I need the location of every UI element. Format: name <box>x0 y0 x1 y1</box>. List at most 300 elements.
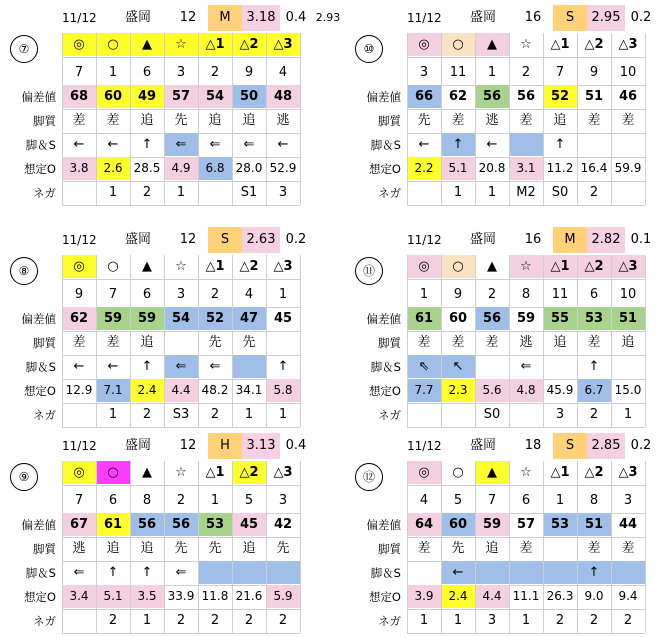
cell-arrows <box>543 561 577 584</box>
col-line <box>164 255 165 427</box>
row-horses <box>345 283 665 307</box>
cell-dev: 53 <box>543 513 577 536</box>
race-number: ⑪ <box>355 257 383 285</box>
cell-nega <box>441 403 475 426</box>
cell-arrows: ⇖ <box>407 355 441 378</box>
cell-horses: 6 <box>589 287 599 302</box>
header-val2: 0.1 <box>630 232 652 247</box>
header-venue: 盛岡 <box>469 232 496 247</box>
row-label: 脚＆S <box>370 566 401 580</box>
col-line <box>543 461 544 633</box>
col-line <box>509 255 510 427</box>
col-line <box>164 33 165 205</box>
row-arrows <box>0 133 320 157</box>
row-label: 想定O <box>368 590 401 604</box>
cell-horses: 4 <box>244 287 254 302</box>
race-header <box>60 227 380 253</box>
cell-style: 追 <box>208 113 222 128</box>
cell-marks: △3 <box>273 259 293 274</box>
row-odds <box>345 157 665 181</box>
cell-dev: 53 <box>577 307 611 330</box>
cell-arrows: ← <box>107 137 119 152</box>
cell-nega: 2 <box>589 185 599 200</box>
header-heads: 12 <box>179 438 197 453</box>
cell-arrows: ⇐ <box>209 137 221 152</box>
cell-style: 追 <box>140 335 154 350</box>
header-heads: 18 <box>524 438 542 453</box>
cell-style: 追 <box>485 541 499 556</box>
cell-style: 先 <box>174 541 188 556</box>
row-odds <box>0 379 320 403</box>
row-label: 脚＆S <box>370 138 401 152</box>
row-label: ネガ <box>33 408 56 422</box>
cell-style: 先 <box>276 541 290 556</box>
cell-odds: 5.1 <box>441 157 475 180</box>
cell-nega: S3 <box>172 407 190 422</box>
row-label: 脚質 <box>33 336 56 350</box>
col-line <box>543 33 544 205</box>
row-horses <box>0 283 320 307</box>
cell-horses: 11 <box>449 65 467 80</box>
cell-marks: ☆ <box>520 37 532 52</box>
row-arrows <box>345 133 665 157</box>
cell-style: 追 <box>106 541 120 556</box>
cell-style: 先 <box>174 113 188 128</box>
row-label: 想定O <box>368 162 401 176</box>
cell-odds: 3.5 <box>130 585 164 608</box>
row-label: ネガ <box>378 614 401 628</box>
cell-odds: 12.9 <box>65 383 93 397</box>
row-separator <box>407 57 645 58</box>
cell-dev: 56 <box>475 307 509 330</box>
col-line <box>543 255 544 427</box>
cell-odds: 34.1 <box>235 383 263 397</box>
cell-odds: 28.0 <box>235 161 263 175</box>
cell-dev: 45 <box>273 311 293 326</box>
cell-dev: 49 <box>130 85 164 108</box>
header-val2: 0.2 <box>630 10 652 25</box>
cell-arrows: ⇐ <box>175 565 187 580</box>
col-line <box>441 255 442 427</box>
header-heads: 16 <box>524 10 542 25</box>
row-label: 偏差値 <box>366 90 401 104</box>
header-val1: 3.13 <box>242 433 280 459</box>
cell-dev: 62 <box>62 307 96 330</box>
cell-style: 差 <box>621 541 635 556</box>
header-val1: 3.18 <box>242 5 280 31</box>
row-separator <box>407 205 645 206</box>
cell-odds: 21.6 <box>235 589 263 603</box>
cell-dev: 57 <box>164 85 198 108</box>
cell-odds: 11.2 <box>546 161 574 175</box>
cell-marks: ▲ <box>475 461 509 484</box>
row-separator <box>62 205 300 206</box>
row-dev <box>345 513 665 537</box>
cell-odds: 2.4 <box>130 379 164 402</box>
col-line <box>266 33 267 205</box>
cell-style <box>164 331 198 354</box>
col-line <box>96 461 97 633</box>
cell-style: 追 <box>242 541 256 556</box>
col-line <box>407 33 408 205</box>
row-dev <box>0 85 320 109</box>
header-val2: 0.4 <box>285 10 307 25</box>
cell-style: 先 <box>208 541 222 556</box>
cell-style <box>543 537 577 560</box>
row-label: 想定O <box>23 590 56 604</box>
cell-marks: ▲ <box>475 33 509 56</box>
col-line <box>266 255 267 427</box>
header-venue: 盛岡 <box>469 10 496 25</box>
cell-nega <box>198 181 232 204</box>
cell-arrows: ↑ <box>441 133 475 156</box>
header-val1: 2.63 <box>242 227 280 253</box>
row-arrows <box>345 355 665 379</box>
cell-odds: 3.8 <box>62 157 96 180</box>
col-line <box>62 33 63 205</box>
row-label: 想定O <box>23 162 56 176</box>
cell-arrows <box>509 133 543 156</box>
cell-marks: ▲ <box>487 259 497 274</box>
race-number: ⑨ <box>10 463 38 491</box>
row-separator <box>407 427 645 428</box>
cell-nega: 3 <box>555 407 565 422</box>
row-horses <box>345 489 665 513</box>
col-line <box>130 255 131 427</box>
row-odds <box>345 379 665 403</box>
row-style <box>0 537 320 561</box>
row-label: 偏差値 <box>21 312 56 326</box>
col-line <box>407 461 408 633</box>
cell-marks: △2 <box>232 33 266 56</box>
cell-odds: 16.4 <box>580 161 608 175</box>
cell-arrows: ⇐ <box>164 133 198 156</box>
cell-nega <box>509 403 543 426</box>
cell-dev: 45 <box>232 513 266 536</box>
col-line <box>577 255 578 427</box>
row-marks <box>0 255 320 279</box>
cell-horses: 10 <box>619 287 637 302</box>
row-dev <box>0 307 320 331</box>
cell-dev: 42 <box>273 517 293 532</box>
header-type: H <box>208 433 242 459</box>
cell-style: 差 <box>451 113 465 128</box>
cell-dev: 59 <box>475 513 509 536</box>
cell-arrows <box>611 355 645 378</box>
cell-odds: 5.9 <box>266 585 300 608</box>
cell-style: 差 <box>519 541 533 556</box>
cell-arrows: ← <box>486 137 498 152</box>
cell-dev: 61 <box>96 513 130 536</box>
header-val2: 0.4 <box>285 438 307 453</box>
cell-marks: ○ <box>96 461 130 484</box>
cell-arrows: ↑ <box>141 137 153 152</box>
cell-horses: 9 <box>74 287 84 302</box>
cell-marks: ○ <box>96 33 130 56</box>
col-line <box>645 255 646 427</box>
cell-marks: ☆ <box>509 255 543 278</box>
row-marks <box>345 461 665 485</box>
row-label: 脚＆S <box>25 138 56 152</box>
header-val2: 0.2 <box>630 438 652 453</box>
cell-dev: 54 <box>164 307 198 330</box>
cell-horses: 3 <box>419 65 429 80</box>
cell-horses: 9 <box>453 287 463 302</box>
header-venue: 盛岡 <box>124 232 151 247</box>
cell-nega: 1 <box>453 613 463 628</box>
header-venue: 盛岡 <box>124 438 151 453</box>
cell-dev: 52 <box>543 85 577 108</box>
row-separator <box>62 633 300 634</box>
cell-nega: 1 <box>108 185 118 200</box>
cell-odds: 2.6 <box>96 157 130 180</box>
cell-marks: △2 <box>584 465 604 480</box>
cell-dev: 51 <box>584 89 604 104</box>
race-number: ⑫ <box>355 463 383 491</box>
cell-nega: 3 <box>278 185 288 200</box>
cell-style: 逃 <box>276 113 290 128</box>
cell-odds: 11.1 <box>512 589 540 603</box>
cell-horses: 8 <box>521 287 531 302</box>
cell-nega: 1 <box>487 185 497 200</box>
row-dev <box>345 307 665 331</box>
row-nega <box>0 181 320 205</box>
cell-arrows <box>509 561 543 584</box>
cell-style: 逃 <box>485 113 499 128</box>
race-block <box>345 227 665 427</box>
cell-arrows: ↑ <box>554 137 566 152</box>
cell-horses: 1 <box>419 287 429 302</box>
cell-odds: 9.4 <box>618 589 638 603</box>
row-style <box>345 109 665 133</box>
cell-marks: ○ <box>441 255 475 278</box>
cell-dev: 59 <box>516 311 536 326</box>
cell-marks: △1 <box>550 465 570 480</box>
row-label: 脚質 <box>33 542 56 556</box>
cell-arrows: ← <box>73 137 85 152</box>
race-header <box>60 433 380 459</box>
cell-odds: 3.1 <box>509 157 543 180</box>
cell-horses: 7 <box>555 65 565 80</box>
cell-horses: 1 <box>210 493 220 508</box>
cell-style: 差 <box>587 541 601 556</box>
cell-horses: 7 <box>108 287 118 302</box>
cell-marks: ◎ <box>62 461 96 484</box>
row-nega <box>0 403 320 427</box>
cell-horses: 1 <box>108 65 118 80</box>
header-type: S <box>553 433 587 459</box>
cell-odds: 9.0 <box>584 589 604 603</box>
cell-arrows: ⇐ <box>243 137 255 152</box>
cell-marks: △2 <box>232 461 266 484</box>
row-label: ネガ <box>378 186 401 200</box>
cell-horses: 11 <box>551 287 569 302</box>
race-header <box>405 227 667 253</box>
cell-nega <box>62 403 96 426</box>
header-type: S <box>208 227 242 253</box>
cell-arrows <box>232 561 266 584</box>
col-line <box>198 255 199 427</box>
cell-marks: ○ <box>441 33 475 56</box>
cell-nega: 1 <box>176 185 186 200</box>
cell-nega: 2 <box>278 613 288 628</box>
header-val3 <box>657 227 667 253</box>
cell-marks: △3 <box>618 37 638 52</box>
cell-odds: 20.8 <box>478 161 506 175</box>
cell-horses: 7 <box>74 493 84 508</box>
cell-marks: ▲ <box>142 465 152 480</box>
row-style <box>0 331 320 355</box>
cell-style: 差 <box>587 113 601 128</box>
cell-odds: 3.9 <box>407 585 441 608</box>
cell-arrows: ↑ <box>277 359 289 374</box>
cell-style: 差 <box>106 113 120 128</box>
header-val1: 2.85 <box>587 433 625 459</box>
col-line <box>62 255 63 427</box>
row-label: 想定O <box>23 384 56 398</box>
cell-nega <box>62 609 96 632</box>
cell-marks: ☆ <box>175 259 187 274</box>
row-separator <box>407 485 645 486</box>
cell-odds: 7.7 <box>407 379 441 402</box>
col-line <box>509 461 510 633</box>
cell-arrows <box>475 355 509 378</box>
cell-odds: 2.2 <box>407 157 441 180</box>
cell-style: 先 <box>451 541 465 556</box>
row-separator <box>407 633 645 634</box>
cell-marks: △2 <box>584 37 604 52</box>
cell-arrows <box>475 561 509 584</box>
col-line <box>441 461 442 633</box>
cell-odds: 59.9 <box>614 161 642 175</box>
cell-marks: ◎ <box>407 461 441 484</box>
race-block <box>345 433 665 633</box>
row-separator <box>62 279 300 280</box>
cell-marks: ◎ <box>62 33 96 56</box>
cell-arrows: ↑ <box>107 565 119 580</box>
cell-dev: 52 <box>198 307 232 330</box>
cell-odds: 5.1 <box>96 585 130 608</box>
row-label: 脚質 <box>378 114 401 128</box>
cell-arrows: ↑ <box>577 561 611 584</box>
race-number: ⑦ <box>10 35 38 63</box>
cell-arrows: ↑ <box>588 359 600 374</box>
race-block <box>345 5 665 205</box>
cell-style: 先 <box>208 335 222 350</box>
row-style <box>345 537 665 561</box>
cell-horses: 8 <box>142 493 152 508</box>
cell-nega: 2 <box>244 613 254 628</box>
col-line <box>130 33 131 205</box>
cell-marks: △2 <box>577 255 611 278</box>
header-venue: 盛岡 <box>469 438 496 453</box>
cell-nega: 2 <box>555 613 565 628</box>
row-arrows <box>0 355 320 379</box>
cell-nega: 3 <box>487 613 497 628</box>
cell-dev: 55 <box>543 307 577 330</box>
cell-dev: 48 <box>266 85 300 108</box>
cell-odds: 6.7 <box>577 379 611 402</box>
header-val3: 2.93 <box>315 11 341 24</box>
cell-nega: 1 <box>623 407 633 422</box>
col-line <box>577 461 578 633</box>
cell-nega: 2 <box>142 185 152 200</box>
cell-horses: 5 <box>453 493 463 508</box>
cell-horses: 5 <box>244 493 254 508</box>
cell-odds: 6.8 <box>198 157 232 180</box>
col-line <box>300 33 301 205</box>
cell-dev: 50 <box>232 85 266 108</box>
header-heads: 12 <box>179 10 197 25</box>
cell-style: 追 <box>621 335 635 350</box>
cell-odds: 4.9 <box>164 157 198 180</box>
row-label: 脚質 <box>378 336 401 350</box>
col-line <box>62 461 63 633</box>
cell-arrows: ⇐ <box>520 359 532 374</box>
row-odds <box>0 585 320 609</box>
header-date: 11/12 <box>62 439 97 453</box>
cell-style <box>266 331 300 354</box>
race-block <box>0 227 320 427</box>
row-nega <box>345 403 665 427</box>
cell-odds: 2.3 <box>441 379 475 402</box>
cell-marks: △1 <box>543 255 577 278</box>
cell-style: 差 <box>106 335 120 350</box>
cell-nega: 2 <box>589 613 599 628</box>
cell-nega: 1 <box>278 407 288 422</box>
race-block <box>0 433 320 633</box>
col-line <box>475 33 476 205</box>
cell-dev: 57 <box>516 517 536 532</box>
row-horses <box>0 61 320 85</box>
row-separator <box>62 57 300 58</box>
cell-marks: ◎ <box>407 255 441 278</box>
cell-dev: 60 <box>96 85 130 108</box>
cell-nega <box>407 181 441 204</box>
race-number: ⑩ <box>355 35 383 63</box>
row-arrows <box>0 561 320 585</box>
cell-marks: ○ <box>107 259 119 274</box>
cell-dev: 59 <box>130 307 164 330</box>
cell-marks: ☆ <box>520 465 532 480</box>
cell-dev: 64 <box>407 513 441 536</box>
cell-horses: 4 <box>278 65 288 80</box>
cell-style: 差 <box>519 113 533 128</box>
row-separator <box>62 485 300 486</box>
cell-style: 差 <box>72 113 86 128</box>
cell-odds: 4.4 <box>475 585 509 608</box>
col-line <box>407 255 408 427</box>
col-line <box>611 33 612 205</box>
cell-style: 追 <box>140 113 154 128</box>
cell-nega: S1 <box>240 185 258 200</box>
header-heads: 16 <box>524 232 542 247</box>
cell-dev: 56 <box>164 513 198 536</box>
col-line <box>300 255 301 427</box>
row-label: 脚質 <box>378 542 401 556</box>
cell-odds: 5.6 <box>475 379 509 402</box>
cell-odds: 3.4 <box>62 585 96 608</box>
header-date: 11/12 <box>62 11 97 25</box>
cell-style: 差 <box>417 335 431 350</box>
cell-marks: ○ <box>452 465 464 480</box>
cell-odds: 15.0 <box>614 383 642 397</box>
cell-odds: 5.8 <box>266 379 300 402</box>
cell-horses: 3 <box>176 65 186 80</box>
row-nega <box>345 609 665 633</box>
cell-dev: 61 <box>407 307 441 330</box>
row-label: 脚＆S <box>370 360 401 374</box>
